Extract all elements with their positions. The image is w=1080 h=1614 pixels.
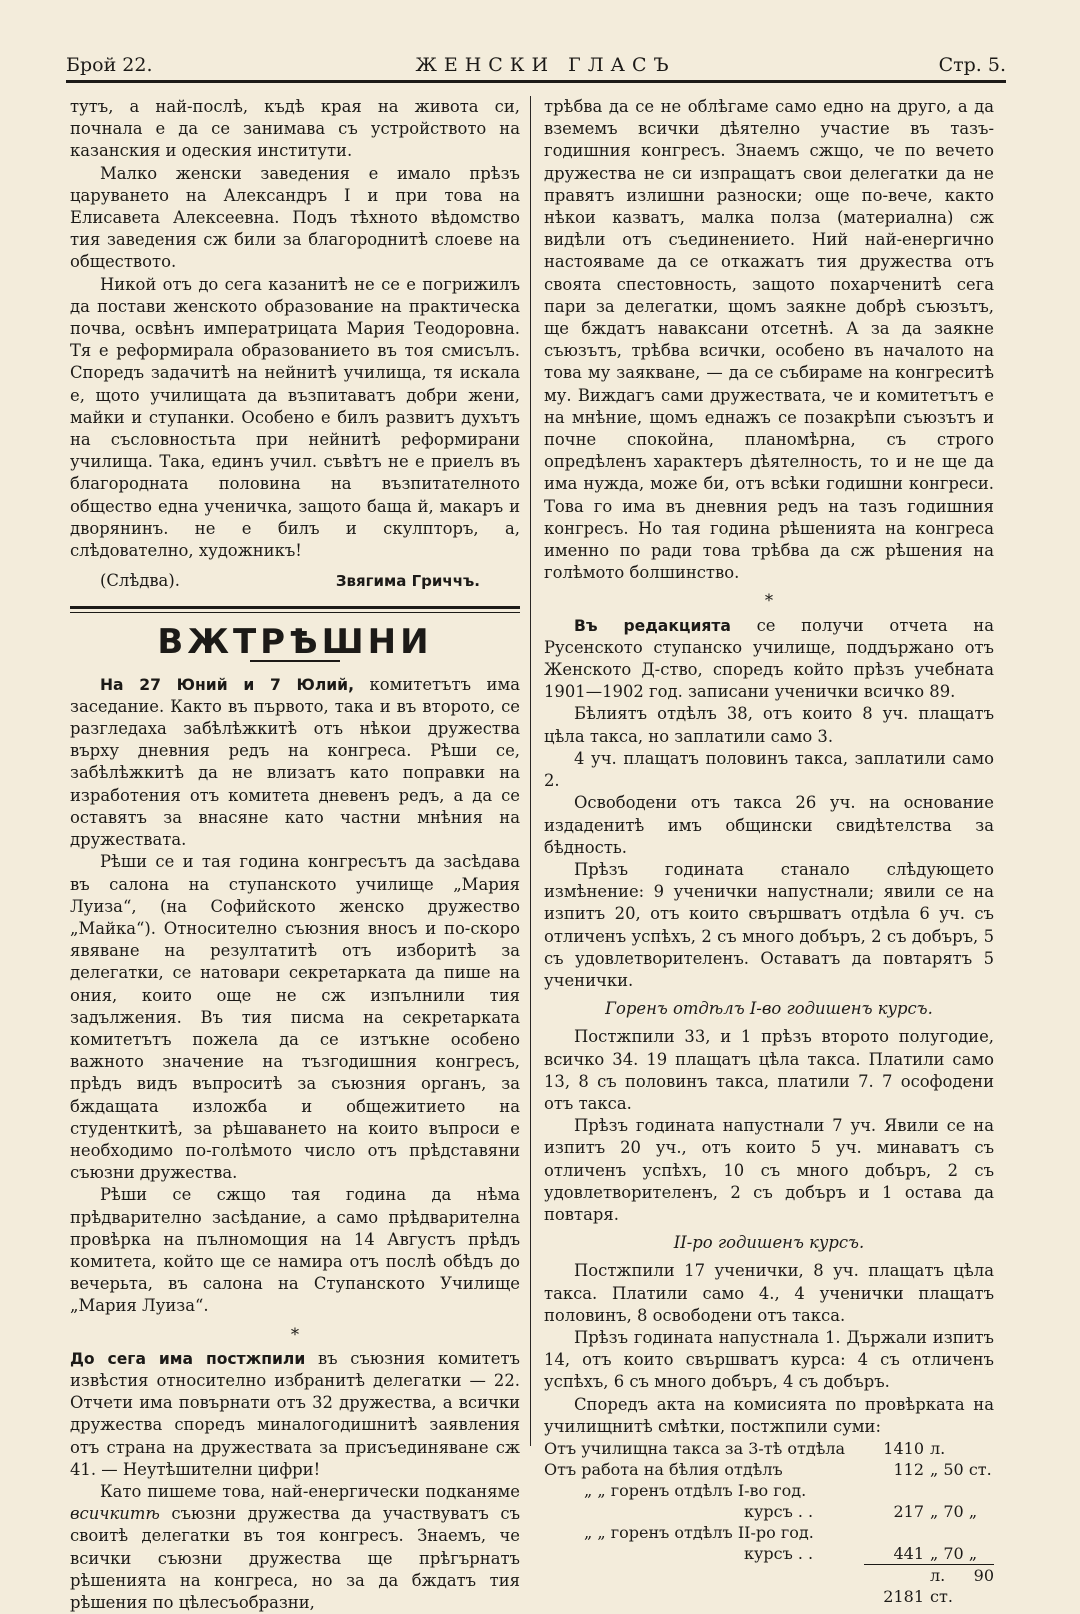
- unit: „ 50 ст.: [930, 1459, 992, 1479]
- page-number: Стр. 5.: [938, 54, 1006, 76]
- subheading: II-ро годишенъ курсъ.: [673, 1233, 865, 1253]
- paragraph: Никой отъ до сега казанитѣ не се е погрижилъ да постави женското образование на практическа почва, освѣнъ императрицата Мария Теодоровна. Тя е реформирала образованието въ тоя смисълъ. Споредъ задачитѣ на нейнитѣ училища, тя искала е, щото училищата да възпитаватъ добри жени, майки и ступанки. Особено е билъ развитъ духътъ на съсловностьта при нейнитѣ реформирани училища. Така, единъ учил. съвѣтъ не е приелъ въ благородната половина на възпитателното общество една ученичка, защото баща й, макаръ и дворянинъ. не е билъ и скулпторъ, а, слѣдователно, художникъ!: [70, 274, 520, 561]
- amount: 112: [893, 1459, 924, 1479]
- table-row: [544, 1480, 994, 1501]
- paragraph-text: комитетътъ има заседание. Както въ първото, така и въ второто, се разгледаха забѣлѣжкитѣ отъ нѣкои дружества върху дневния редъ на конгреса. Рѣши се, забѣлѣжкитѣ да не влизатъ като поправки на изработения отъ комитета дневенъ редъ, а да се оставятъ за внасяне като частни мнѣния на дружествата.: [70, 674, 520, 850]
- paragraph: Рѣши се и тая година конгресътъ да засѣдава въ салона на ступанското училище „Мария Луиза“, (на Софийското женско дружество „Майка“). Относително съюзния вносъ и по-скоро явяване на резултатитѣ отъ изборитѣ за делегатки, се натовари секретарката да пише на ония, които още не сж изпълнили тия задължения. Въ тия писма на секретарката комитетътъ пожела да се изтъкне особено важното значение на тъзгодишния конгресъ, прѣдъ видъ въпроситѣ за съюзния органъ, за бждащата изложба и общежитието на студенткитѣ, за рѣшаването на които въпроси е необходимо по-голѣмото число отъ прѣдставяни съюзни дружества.: [70, 852, 520, 1183]
- row-label: курсъ . .: [744, 1501, 814, 1521]
- left-column: [70, 96, 520, 1614]
- right-column: [544, 96, 994, 1607]
- paragraph: Бѣлиятъ отдѣлъ 38, отъ които 8 уч. плащатъ цѣла такса, но заплатили само 3.: [544, 704, 994, 746]
- paragraph: тутъ, а най-послѣ, къдѣ края на живота си, почнала е да се занимава съ устройството на казанския и одеския институти.: [70, 97, 520, 161]
- section-divider: [70, 606, 520, 613]
- emphasis: всичкитѣ: [70, 1504, 160, 1524]
- paragraph: [70, 674, 520, 852]
- to-be-continued: (Слѣдва).: [100, 571, 180, 591]
- accounts-table: [544, 1438, 994, 1607]
- row-label: „ „ горенъ отдѣлъ II-ро год.: [584, 1522, 814, 1542]
- table-row: [544, 1543, 994, 1565]
- paragraph: Освободени отъ такса 26 уч. на основание издаденитѣ имъ общински свидѣтелства за бѣдность.: [544, 793, 994, 857]
- table-row: [544, 1522, 994, 1543]
- page-header: [66, 44, 1006, 83]
- total-amount: 2181: [883, 1586, 924, 1606]
- row-label: „ „ горенъ отдѣлъ I-во год.: [584, 1480, 807, 1500]
- paragraph-text: съюзни дружества да участвуватъ съ своитѣ делегатки въ тоя конгресъ. Знаемъ, че всички съюзни дружества ще прѣгърнатъ рѣшенията на конгреса, но за да бждатъ тия рѣшения по цѣлесъобразни,: [70, 1504, 520, 1612]
- newspaper-title: ЖЕНСКИ ГЛАСЪ: [415, 54, 676, 76]
- paragraph: [544, 615, 994, 704]
- table-row: [544, 1438, 994, 1459]
- paragraph: трѣбва да се не облѣгаме само едно на друго, а да вземемъ всички дѣятелно участие въ тазъ-годишния конгресъ. Знаемъ сжщо, че по вечето дружества не си изпращатъ свои делегатки да не правятъ излишни разноски; още по-вече, както нѣкои казватъ, малка полза (материална) сж видѣли отъ съединението. Ний най-енергично настояваме да се откажатъ тия дружества отъ своята спестовность, защото похарченитѣ сега пари за делегатки, щомъ заякне добрѣ съюзътъ, ще бждатъ наваксани отсетнѣ. А за да заякне съюзътъ, трѣбва всички, особено въ началото на това му заякване, — да се събираме на конгреситѣ му. Виждагъ сами дружествата, че и комитетътъ е на мнѣние, щомъ еднажъ се позакрѣпи съюзътъ и почне спокойна, планомѣрна, съ строго опредѣленъ характеръ дѣятелность, то и не ще да има нужда, може би, отъ всѣки годишни конгреси. Това го има въ дневния редъ на тазъ годишния конгресъ. Но тая година рѣшенията на конгреса именно по ради това трѣбва да сж рѣшения на голѣмото болшинство.: [544, 97, 994, 583]
- issue-number: Брой 22.: [66, 54, 153, 76]
- unit: „ 70 „: [924, 1543, 994, 1565]
- lead-in: До сега има постжпили: [70, 1349, 306, 1368]
- amount: 1410: [883, 1438, 924, 1458]
- unit: л.: [930, 1438, 946, 1458]
- paragraph: Рѣши се сжщо тая година да нѣма прѣдварително засѣдание, а само прѣдварителна провѣрка на пълномощия на 14 Августъ прѣдъ комитета, който ще се намира отъ послѣ обѣдъ до вечерьта, въ салона на Ступанското Училище „Мария Луиза“.: [70, 1185, 520, 1316]
- paragraph: [70, 1481, 520, 1614]
- paragraph-text: Като пишеме това, най-енергически подканяме: [100, 1481, 520, 1501]
- section-title: ВЖТРѢШНИ: [157, 622, 433, 663]
- paragraph: Прѣзъ годината напустнали 7 уч. Явили се на изпитъ 20 уч., отъ които 5 уч. минаватъ съ отличенъ успѣхъ, 10 съ много добъръ, 2 съ удовлетворителенъ, 2 съ добъръ и 1 остава да повтаря.: [544, 1116, 994, 1224]
- table-row: [544, 1459, 994, 1480]
- unit: „ 70 „: [930, 1501, 978, 1521]
- paragraph: [70, 1348, 520, 1481]
- lead-in: Въ редакцията: [574, 616, 731, 635]
- paragraph: Прѣзъ годината станало слѣдующето измѣнение: 9 ученички напустнали; явили се на изпитъ 20, отъ които свършватъ отдѣла 6 уч. съ отличенъ успѣхъ, 2 съ много добъръ, 2 съ добъръ, 5 съ удовлетворителенъ. Оставатъ да повтарятъ 5 ученички.: [544, 859, 994, 990]
- separator-star: *: [290, 1324, 300, 1344]
- row-label: Отъ работа на бѣлия отдѣлъ: [544, 1459, 783, 1479]
- separator-star: *: [764, 591, 774, 611]
- column-divider: [530, 96, 531, 1446]
- total-unit: л. 90 ст.: [930, 1565, 994, 1606]
- author-name: Звягима Гриччъ.: [335, 572, 480, 591]
- amount: 217: [893, 1501, 924, 1521]
- spacer: [544, 1564, 864, 1607]
- lead-in: На 27 Юний и 7 Юлий,: [100, 675, 355, 694]
- paragraph: Постжпили 17 ученички, 8 уч. плащатъ цѣла такса. Платили само 4., 4 ученички плащатъ половинъ, 8 освободени отъ такса.: [544, 1261, 994, 1325]
- article-signature: [70, 562, 520, 592]
- paragraph-text: се получи отчета на Русенското ступанско училище, поддържано отъ Женското Д-ство, споредъ който прѣзъ учебната 1901—1902 год. записани ученички всичко 89.: [544, 615, 995, 702]
- paragraph-text: въ съюзния комитетъ извѣстия относително избранитѣ делегатки — 22. Отчети има повърнати отъ 32 дружества, а всички дружества споредъ миналогодишнитѣ заявления отъ страна на дружествата за присъединяване сж 41. — Неутѣшителни цифри!: [70, 1348, 520, 1479]
- paragraph: Прѣзъ годината напустнала 1. Държали изпитъ 14, отъ които свършватъ курса: 4 съ отличенъ успѣхъ, 6 съ много добъръ, 4 съ добъръ.: [544, 1327, 994, 1392]
- amount: 441: [864, 1543, 924, 1565]
- table-row: [544, 1501, 994, 1522]
- paragraph: 4 уч. плащатъ половинъ такса, заплатили само 2.: [544, 748, 994, 791]
- total-row: [544, 1564, 994, 1607]
- paragraph: Споредъ акта на комисията по провѣрката на училищнитѣ смѣтки, постжпили суми:: [544, 1394, 994, 1436]
- row-label: курсъ . .: [744, 1544, 814, 1564]
- paragraph: Малко женски заведения е имало прѣзъ царуването на Александръ I и при това на Елисавета Алексеевна. Подъ тѣхното вѣдомство тия заведения сж били за благороднитѣ слоеве на обществото.: [70, 163, 520, 272]
- row-label: Отъ училищна такса за 3-тѣ отдѣла: [544, 1438, 846, 1458]
- paragraph: Постжпили 33, и 1 прѣзъ второто полугодие, всичко 34. 19 плащатъ цѣла такса. Платили само 13, 8 съ половинъ такса, платили 7. 7 ософодени отъ такса.: [544, 1027, 994, 1113]
- subheading: Горенъ отдѣлъ I-во годишенъ курсъ.: [605, 999, 933, 1019]
